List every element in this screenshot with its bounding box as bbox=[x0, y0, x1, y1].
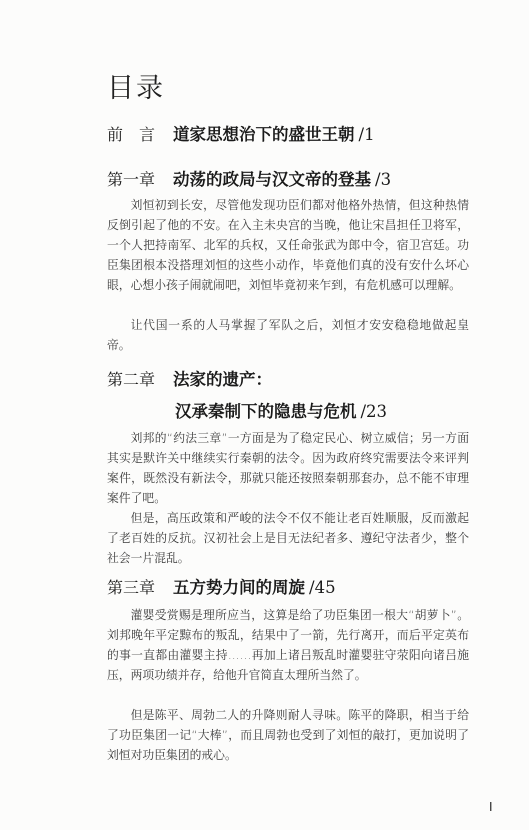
toc-entry-preface[interactable] bbox=[107, 121, 375, 145]
chapter-title-line2: 汉承秦制下的隐患与危机 bbox=[175, 402, 357, 421]
chapter-page: /1 bbox=[358, 125, 375, 144]
chapter-2-summary-paragraph: 但是，高压政策和严峻的法令不仅不能让老百姓顺服，反而激起了老百姓的反抗。汉初社会上是目无法纪者多、遵纪守法者少，整个社会一片混乱。 bbox=[107, 511, 469, 565]
page-number-mark: I bbox=[489, 800, 493, 814]
page-title: 目录 bbox=[107, 73, 165, 104]
chapter-label: 第二章 bbox=[107, 370, 156, 389]
toc-entry-chapter-1[interactable] bbox=[107, 166, 391, 190]
toc-entry-chapter-2[interactable] bbox=[107, 366, 272, 390]
chapter-page: /45 bbox=[309, 578, 336, 597]
chapter-title: 动荡的政局与汉文帝的登基 bbox=[173, 170, 372, 189]
toc-entry-chapter-2-line2[interactable] bbox=[175, 398, 387, 422]
chapter-page: /3 bbox=[375, 170, 392, 189]
chapter-1-summary-paragraph: 让代国一系的人马掌握了军队之后，刘恒才安安稳稳地做起皇帝。 bbox=[107, 318, 469, 352]
chapter-1-summary-paragraph: 刘恒初到长安，尽管他发现功臣们都对他格外热情，但这种热情反倒引起了他的不安。在入主未央宫的当晚，他让宋昌担任卫将军，一个人把持南军、北军的兵权，又任命张武为郎中令，宿卫宫廷。功臣集团根本没搭理刘恒的这些小动作，毕竟他们真的没有安什么坏心眼，心想小孩子闹就闹吧，刘恒毕竟初来乍到，有危机感可以理解。 bbox=[107, 198, 469, 292]
chapter-label: 第一章 bbox=[107, 170, 156, 189]
chapter-label: 前 言 bbox=[107, 125, 156, 144]
chapter-page: /23 bbox=[360, 402, 388, 421]
chapter-title: 道家思想治下的盛世王朝 bbox=[173, 125, 355, 144]
chapter-3-summary-paragraph: 但是陈平、周勃二人的升降则耐人寻味。陈平的降职，相当于给了功臣集团一记“大棒”，而且周勃也受到了刘恒的敲打，更加说明了刘恒对功臣集团的戒心。 bbox=[107, 708, 469, 762]
chapter-title: 法家的遗产： bbox=[173, 370, 273, 389]
chapter-3-summary-paragraph: 灌婴受赏赐是理所应当，这算是给了功臣集团一根大“胡萝卜”。刘邦晚年平定黥布的叛乱，结果中了一箭，先行离开，而后平定英布的事一直都由灌婴主持……再加上诸吕叛乱时灌婴驻守荥阳向诸吕施压，两项功绩并存，给他升官简直太理所当然了。 bbox=[107, 608, 469, 682]
chapter-2-summary-paragraph: 刘邦的“约法三章”一方面是为了稳定民心、树立威信；另一方面其实是默许关中继续实行秦朝的法令。因为政府终究需要法令来评判案件，既然没有新法令，那就只能还按照秦朝那套办，总不能不审理案件了吧。 bbox=[107, 431, 469, 505]
chapter-title: 五方势力间的周旋 bbox=[173, 578, 306, 597]
chapter-label: 第三章 bbox=[107, 578, 156, 597]
toc-entry-chapter-3[interactable] bbox=[107, 574, 336, 598]
